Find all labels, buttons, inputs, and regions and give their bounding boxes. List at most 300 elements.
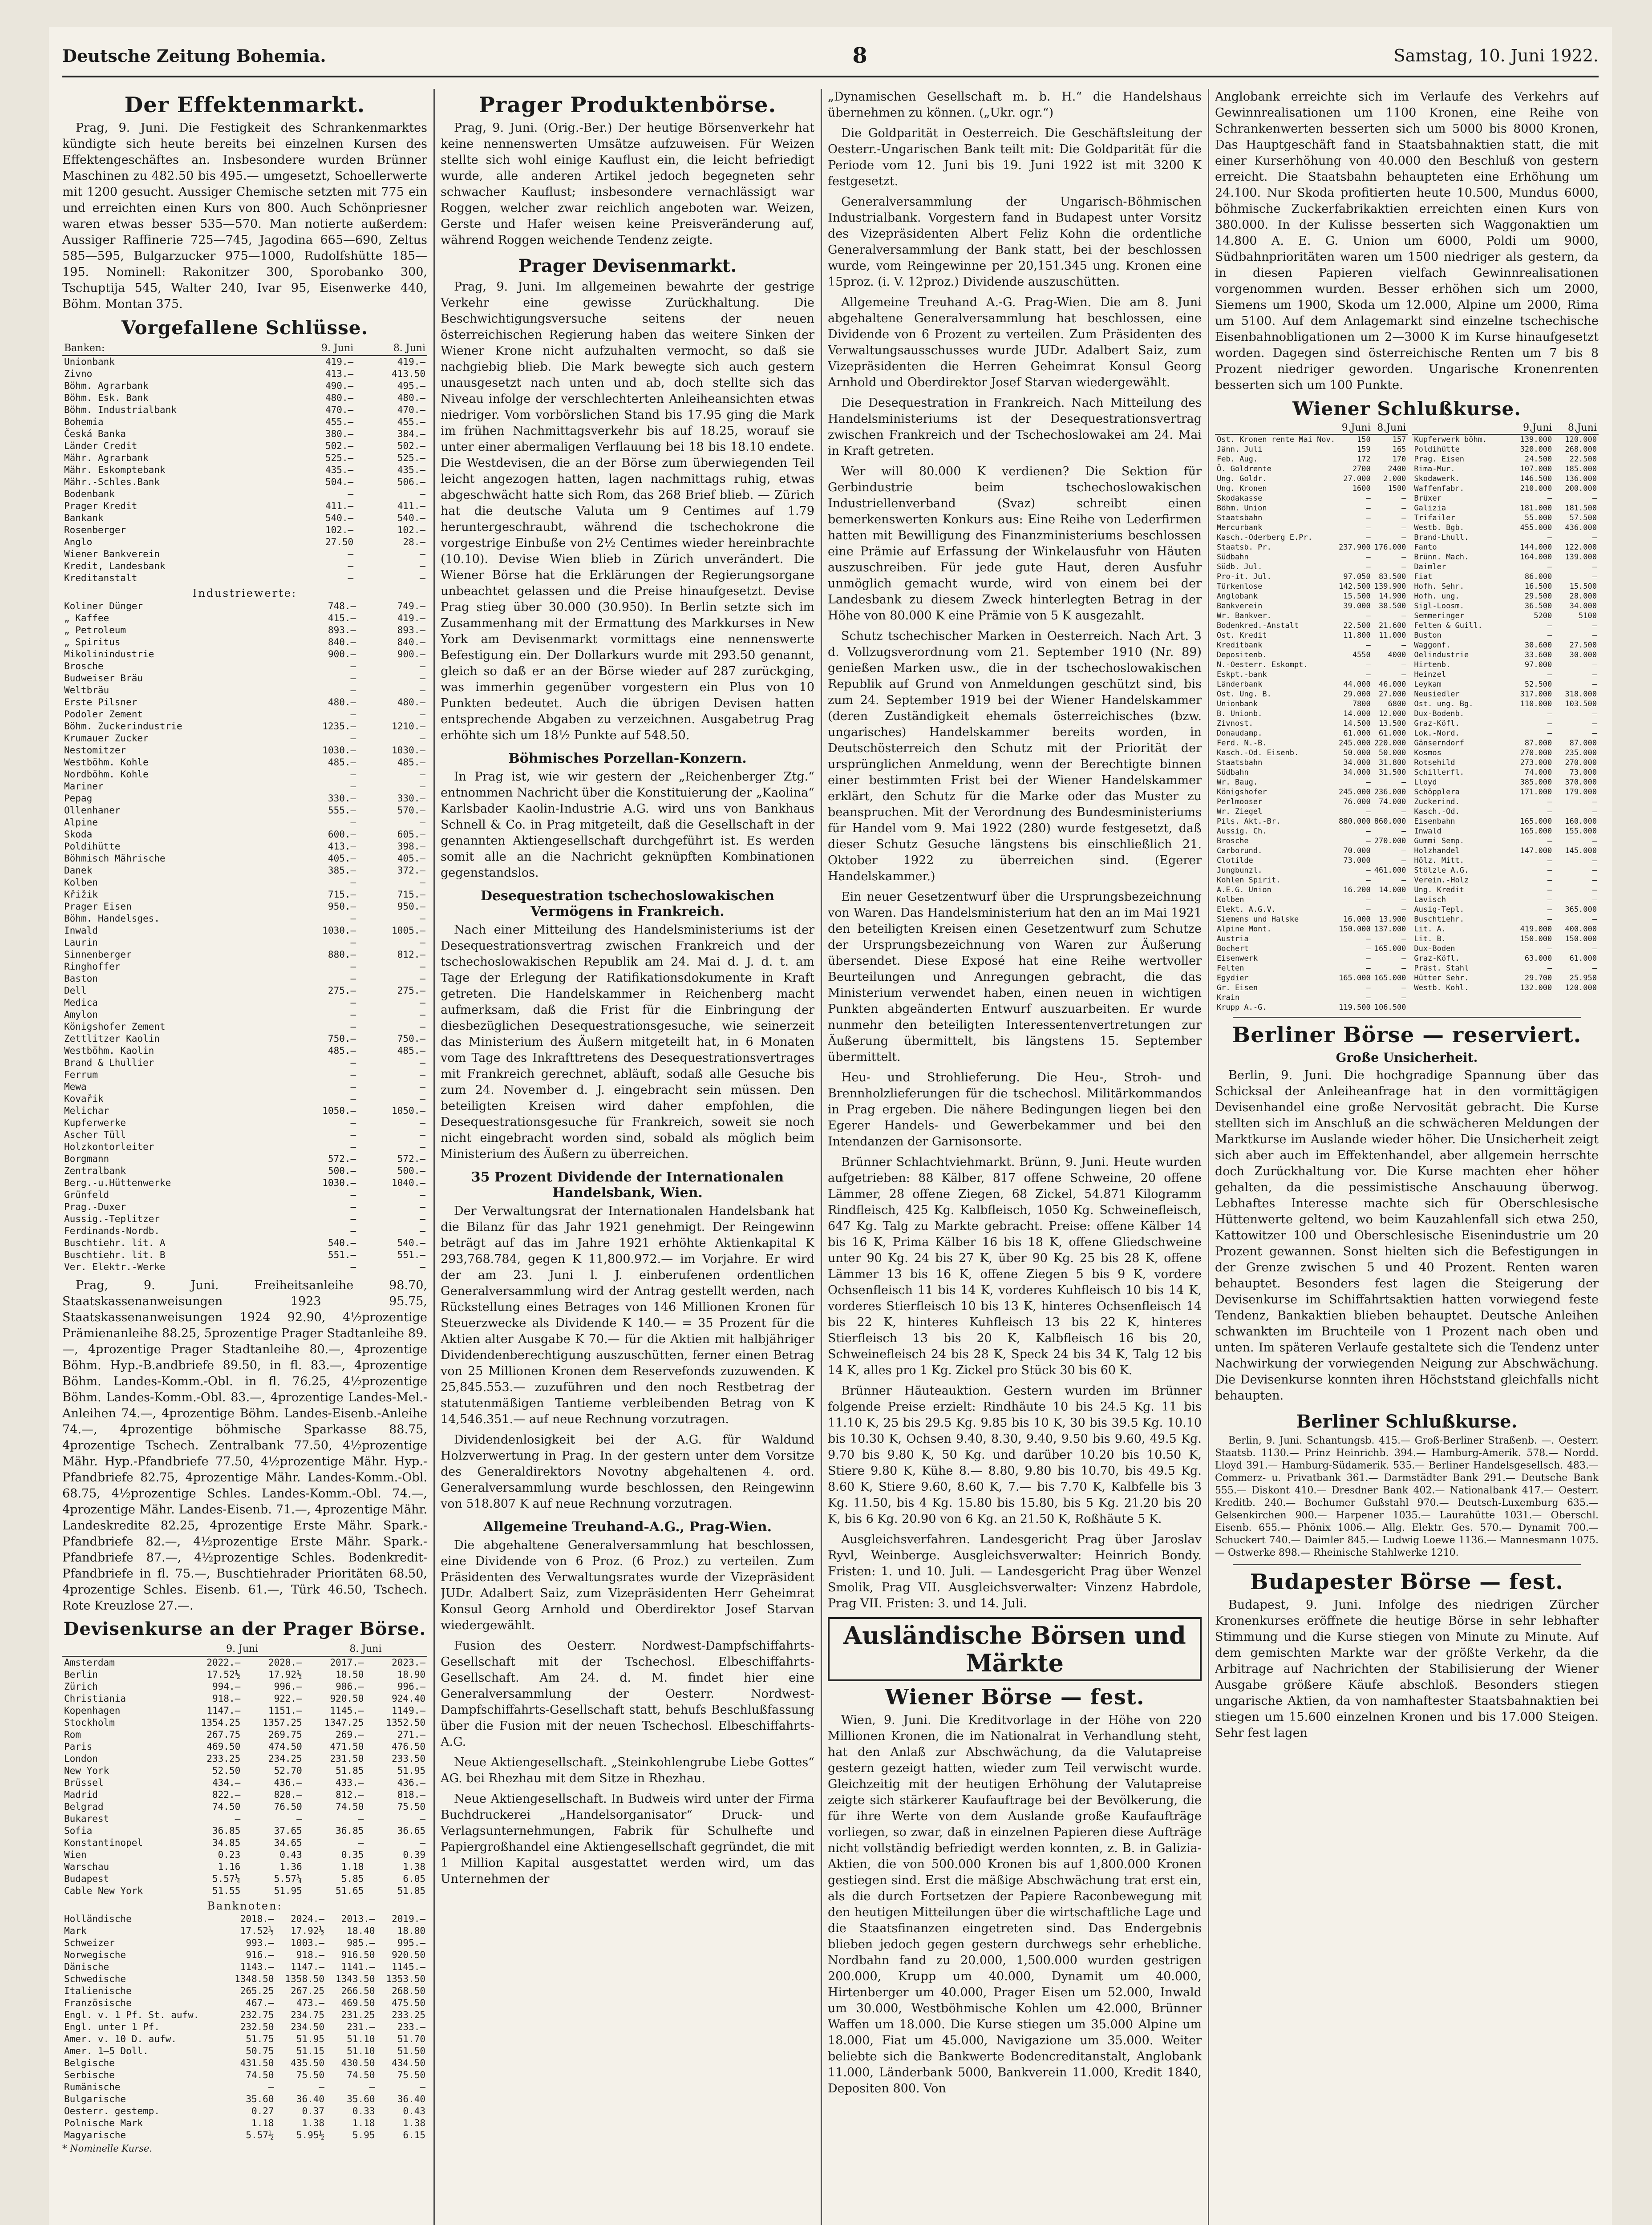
quote-value: 34.85 bbox=[212, 1837, 241, 1848]
table-row bbox=[1412, 640, 1599, 650]
table-row bbox=[62, 901, 427, 913]
table-row bbox=[1412, 787, 1599, 797]
quote-value: 2.000 bbox=[1383, 474, 1406, 483]
security-name: Felten bbox=[1217, 964, 1244, 973]
quote-value: — bbox=[420, 1189, 425, 1200]
security-name: Stölzle A.G. bbox=[1414, 866, 1469, 875]
quote-value: — bbox=[1547, 709, 1552, 718]
table-row bbox=[62, 2021, 427, 2033]
quotes-table-vienna-left bbox=[1215, 422, 1408, 1012]
quote-value: 435.— bbox=[325, 465, 354, 475]
quote-value: 245.000 bbox=[1339, 739, 1371, 748]
quote-value: — bbox=[420, 733, 425, 744]
security-name: Kopenhagen bbox=[64, 1705, 121, 1716]
column-header: 8.Juni bbox=[1554, 422, 1599, 434]
quote-value: 822.— bbox=[212, 1789, 241, 1800]
quote-value: 25.950 bbox=[1569, 974, 1597, 983]
table-row bbox=[1215, 993, 1408, 1003]
quote-value: 51.75 bbox=[246, 2034, 274, 2044]
quote-value: 181.000 bbox=[1520, 504, 1552, 513]
security-name: Mähr.-Schles.Bank bbox=[64, 477, 160, 487]
security-name: Kolben bbox=[64, 877, 98, 888]
quote-value: 270.000 bbox=[1374, 837, 1406, 846]
security-name: Elekt. A.G.V. bbox=[1217, 905, 1276, 914]
quote-value: 502.— bbox=[325, 441, 354, 451]
section-title: Berliner Börse — reserviert. bbox=[1232, 1023, 1582, 1048]
quote-value: 5.85 bbox=[341, 1873, 364, 1884]
table-row bbox=[62, 1141, 427, 1153]
quote-value: — bbox=[1401, 993, 1406, 1002]
article-text: Die abgehaltene Generalversammlung hat beschlossen, eine Dividende von 6 Proz. (6 Proz.) zu verteilen. Zum Präsidenten des Verwaltungsrates wurde der Vizepräsident JUDr. Adalbert Saiz, zum Vizepräsidenten Herr Geheimrat Konsul Georg Arnhold und Oberdirektor Josef Starvan wiedergewählt. bbox=[441, 1538, 814, 1632]
quote-value: 22.500 bbox=[1569, 455, 1597, 464]
security-name: Ver. Elektr.-Werke bbox=[64, 1262, 166, 1272]
quote-value: 30.600 bbox=[1524, 641, 1552, 650]
quote-value: — bbox=[1401, 856, 1406, 865]
quote-value: — bbox=[350, 781, 356, 792]
quote-value: — bbox=[1547, 494, 1552, 503]
quote-value: — bbox=[1401, 778, 1406, 787]
quote-value: 102.— bbox=[325, 525, 354, 535]
security-name: Laurin bbox=[64, 937, 98, 948]
quote-value: 0.33 bbox=[352, 2106, 375, 2116]
security-name: Mikolinindustrie bbox=[64, 649, 154, 659]
table-row bbox=[1412, 807, 1599, 817]
quote-value: 330.— bbox=[397, 793, 425, 804]
security-name: Bodenkred.-Anstalt bbox=[1217, 621, 1299, 630]
quote-value: — bbox=[420, 1057, 425, 1068]
quote-value: — bbox=[1547, 807, 1552, 816]
table-row bbox=[62, 877, 427, 889]
quote-value: — bbox=[1366, 876, 1371, 885]
quote-value: 413.— bbox=[325, 368, 354, 379]
security-name: Schöpplera bbox=[1414, 788, 1460, 797]
table-row bbox=[1215, 670, 1408, 680]
quote-value: — bbox=[1547, 533, 1552, 542]
quote-value: 14.900 bbox=[1379, 592, 1406, 601]
quote-value: 36.85 bbox=[336, 1825, 364, 1836]
quote-value: 1040.— bbox=[392, 1177, 425, 1188]
column-header bbox=[1215, 422, 1337, 434]
security-name: Trifailer bbox=[1414, 514, 1455, 522]
table-row bbox=[1412, 621, 1599, 631]
table-row bbox=[1215, 787, 1408, 797]
security-name: Südbahn bbox=[1217, 553, 1249, 562]
quote-value: — bbox=[1547, 964, 1552, 973]
security-name: Jänn. Juli bbox=[1217, 445, 1263, 454]
quote-value: 13.500 bbox=[1379, 719, 1406, 728]
quote-value: — bbox=[420, 973, 425, 984]
quote-value: 551.— bbox=[397, 1250, 425, 1260]
security-name: Schweizer bbox=[64, 1938, 115, 1948]
quote-value: 170 bbox=[1392, 455, 1406, 464]
security-name: Kohlen Spirit. bbox=[1217, 876, 1281, 885]
quote-value: 996.— bbox=[274, 1681, 302, 1692]
article-text: Prag, 9. Juni. (Orig.-Ber.) Der heutige Börsenverkehr hat keine nennenswerten Umsätze aufzuweisen. Für Weizen stellte sich wohl einige Kauflust ein, die leicht befriedigt wurde, alle anderen Artikel jedoch begegneten sehr schwacher Kauflust; insbesondere vernachlässigt war Roggen, welcher zwar reichlich angeboten war. Weizen, Gerste und Hafer weisen keine Preisveränderung auf, während Roggen weichende Tendenz zeigte. bbox=[441, 121, 814, 247]
article-text: Anglobank erreichte sich im Verlaufe des Verkehrs auf Gewinnrealisationen um 1100 Kronen, eine Reihe von Schrankenwerten besserten sich um 5000 bis 8000 Kronen, Das Hauptgeschäft fand in Staatsbahnaktien statt, die mit einer Kurserhöhung von 40.000 den Beschluß von gestern erreicht. Die Staatsbahn behaupteten eine Erhöhung um 24.100. Nur Skoda profitierten heute 10.500, Mundus 6000, böhmische Zuckerfabrikaktien erreichten einen Kurs von 380.000. In der Kulisse besserten sich Waggonaktien um 14.800 A. E. G. Union um 6000, Poldi um 9000, Südbahnprioritäten waren um 1500 niedriger als gestern, da in diesen Papieren vielfach Gewinnrealisationen vorgenommen wurden. Besser erhöhen sich um 2000, Siemens um 1900, Skoda um 12.000, Alpine um 2000, Rima um 5100. Auf dem Anlagemarkt sind einzelne tschechische Eisenbahnobligationen um 2—3000 K im Kurse hinaufgesetzt worden. Dagegen sind österreichische Renten um 7 bis 8 Prozent niedriger geworden. Ungarische Kronenrenten besserten sich um 100 Punkte. bbox=[1215, 90, 1599, 392]
table-row bbox=[1412, 797, 1599, 807]
quote-value: — bbox=[348, 561, 354, 571]
quote-value: 165 bbox=[1392, 445, 1406, 454]
table-row bbox=[1412, 905, 1599, 914]
security-name: Kovařik bbox=[64, 1093, 104, 1104]
quote-value: — bbox=[348, 489, 354, 499]
security-name: Skodakasse bbox=[1217, 494, 1263, 503]
article-text: Prag, 9. Juni. Die Festigkeit des Schrankenmarktes kündigte sich heute bereits bei einzelnen Kursen des Effektengeschäftes an. Insbesondere wurden Brünner Maschinen zu 482.50 bis 495.— umgesetzt, Schoellerwerte mit 1200 gesucht. Aussiger Chemische setzten mit 775 ein und erreichten einen Kurs von 800. Auch Schönpriesner waren etwas besser 535—570. Man notierte außerdem: Aussiger Raffinerie 725—745, Jagodina 665—690, Zeltus 585—595, Bulgarzucker 975—1000, Rudolfshütte 185—195. Nominell: Rakonitzer 300, Sporobanko 300, Tschuptija 545, Walter 240, Ivar 95, Eisenwerke 440, Böhm. Montan 375. bbox=[62, 121, 427, 311]
table-row bbox=[62, 1189, 427, 1201]
quote-value: 502.— bbox=[397, 441, 425, 451]
security-name: Dänische bbox=[64, 1962, 109, 1972]
table-row bbox=[62, 1237, 427, 1249]
table-row bbox=[62, 1033, 427, 1045]
quote-value: 231.— bbox=[347, 2022, 375, 2032]
table-row bbox=[1215, 464, 1408, 474]
quote-value: — bbox=[1547, 797, 1552, 806]
quote-value: — bbox=[1366, 660, 1371, 669]
table-row bbox=[62, 961, 427, 973]
quote-value: 405.— bbox=[328, 853, 356, 864]
security-name: Medica bbox=[64, 997, 98, 1008]
quote-value: 200.000 bbox=[1565, 484, 1597, 493]
quote-value: 271.— bbox=[397, 1729, 425, 1740]
article-text: Prag, 9. Juni. Freiheitsanleihe 98.70, Staatskassenanweisungen 1923 95.75, Staatskassenanweisungen 1924 92.90, 4½prozentige Prämienanleihe 88.25, 5prozentige Prager Stadtanleihe 89.—, 4prozentige Prager Stadtanleihe 80.—, 4prozentige Böhm. Hyp.-B.andbriefe 89.50, in fl. 83.—, 4prozentige Böhm. Landes-Komm.-Obl. in fl. 76.25, 4½prozentige Böhm. Landes-Komm.-Obl. 83.—, 4prozentige Landes-Mel.-Anleihen 74.—, 4prozentige Böhm. Landes-Eisenb.-Anleihe 74.—, 4prozentige böhmische Sparkasse 88.75, 4prozentige Tschech. Zentralbank 77.50, 4½prozentige Mähr. Hyp.-Pfandbriefe 77.50, 4½prozentige Mähr. Hyp.-Pfandbriefe 82.75, 4prozentige Mähr. Landes-Komm.-Obl. 68.75, 4½prozentige Schles. Landes-Komm.-Obl. 74.—, 4prozentige Mähr. Landes-Eisenb. 71.—, 4prozentige Mähr. Landeskredite 82.25, 4prozentige Erste Mähr. Spark.-Pfandbriefe 82.—, 4½prozentige Erste Mähr. Spark.-Pfandbriefe 87.—, 4½prozentige Schles. Bodenkredit-Pfandbriefe in fl. 75.—, Buschtiehrader Prioritäten 68.50, 4prozentige Schles. Eisenb. 61.—, Türk 46.50, Tschech. Rote Kreuzlose 27.—. bbox=[62, 1278, 427, 1613]
quote-value: — bbox=[1547, 670, 1552, 679]
quote-value: 27.000 bbox=[1379, 690, 1406, 699]
table-row bbox=[62, 925, 427, 937]
table-row bbox=[62, 696, 427, 708]
security-name: Zivnost. bbox=[1217, 719, 1253, 728]
quote-value: — bbox=[1366, 837, 1371, 846]
quote-value: — bbox=[1592, 660, 1597, 669]
quote-value: — bbox=[420, 685, 425, 696]
quote-value: 139.000 bbox=[1520, 435, 1552, 444]
table-row bbox=[1412, 836, 1599, 846]
article-text: „Dynamischen Gesellschaft m. b. H.“ die Handelshaus übernehmen zu können. („Ukr. ogr.“) bbox=[828, 90, 1202, 120]
table-row bbox=[62, 1861, 427, 1873]
article-text: Die Goldparität in Oesterreich. Die Geschäftsleitung der Oesterr.-Ungarischen Bank teilt mit: Die Goldparität für die Periode vom 12. Juni bis 19. Juni 1922 ist mit 3200 K festgesetzt. bbox=[828, 126, 1202, 188]
quote-value: 51.55 bbox=[212, 1885, 241, 1896]
quote-value: — bbox=[1401, 523, 1406, 532]
quote-value: 2019.— bbox=[392, 1914, 425, 1924]
table-row bbox=[1412, 601, 1599, 611]
table-row bbox=[1215, 846, 1408, 856]
quote-value: — bbox=[1401, 827, 1406, 836]
security-name: Ost. ung. Bg. bbox=[1414, 700, 1474, 708]
quote-value: — bbox=[350, 733, 356, 744]
security-name: Böhm. Zuckerindustrie bbox=[64, 721, 182, 732]
quote-value: 570.— bbox=[397, 805, 425, 816]
table-row bbox=[1412, 542, 1599, 552]
security-name: Schwedische bbox=[64, 1974, 126, 1984]
quote-value: — bbox=[1366, 827, 1371, 836]
article-text: Brünner Schlachtviehmarkt. Brünn, 9. Juni. Heute wurden aufgetrieben: 88 Kälber, 817 offene Schweine, 20 offene Lämmer, 28 offene Ziegen, 68 Zickel, 54.871 Kilogramm Rindfleisch, 425 Kg. Kalbfleisch, 1050 Kg. Schweinefleisch, 647 Kg. Talg zu Markte gebracht. Preise: offene Kälber 14 bis 16 K, Prima Kälber 16 bis 18 K, offene Gliedschweine unter 90 Kg. 24 bis 27 K, über 90 Kg. 25 bis 28 K, offene Lämmer 13 bis 16 K, offene Ziegen 5 bis 9 K, vordere Ochsenfleisch 11 bis 14 K, vorderes Kuhfleisch 10 bis 14 K, vorderes Stierfleisch 10 bis 13 K, hinteres Ochsenfleisch 14 bis 22 K, hinteres Kuhfleisch 13 bis 22 K, hinteres Stierfleisch 13 bis 20 K, Kalbfleisch 16 bis 20, Schweinefleisch 24 bis 28 K, Speck 24 bis 34 K, Talg 12 bis 14 K, alles pro 1 Kg. Zickel pro Stück 30 bis 60 K. bbox=[828, 1155, 1202, 1377]
table-row bbox=[62, 356, 427, 368]
table-row bbox=[62, 512, 427, 524]
quote-value: — bbox=[350, 1189, 356, 1200]
quote-value: — bbox=[1401, 934, 1406, 943]
table-row bbox=[62, 889, 427, 901]
table-row bbox=[1215, 709, 1408, 719]
table-row bbox=[1215, 719, 1408, 728]
table-row bbox=[1412, 748, 1599, 758]
quote-value: 540.— bbox=[328, 1238, 356, 1248]
quote-value: 317.000 bbox=[1520, 690, 1552, 699]
table-group-caption: Banknoten: bbox=[207, 1900, 283, 1912]
quote-value: 275.— bbox=[328, 985, 356, 996]
quote-value: 76.50 bbox=[274, 1801, 302, 1812]
quote-value: — bbox=[1366, 494, 1371, 503]
security-name: Norwegische bbox=[64, 1950, 126, 1960]
quote-value: 5.57¼ bbox=[212, 1873, 241, 1884]
security-name: Borgmann bbox=[64, 1153, 109, 1164]
quote-value: 1.36 bbox=[279, 1861, 302, 1872]
table-row bbox=[1215, 738, 1408, 748]
quote-value: 245.000 bbox=[1339, 788, 1371, 797]
quote-value: — bbox=[319, 2082, 325, 2092]
quote-value: 61.000 bbox=[1379, 729, 1406, 738]
quote-value: 370.000 bbox=[1565, 778, 1597, 787]
security-name: Bankverein bbox=[1217, 602, 1263, 611]
security-name: Oelindustrie bbox=[1414, 651, 1469, 659]
quote-value: 1143.— bbox=[240, 1962, 274, 1972]
section-title: Prager Produktenbörse. bbox=[478, 93, 777, 117]
table-row bbox=[1215, 748, 1408, 758]
security-name: Nestomitzer bbox=[64, 745, 126, 756]
quote-value: 97.000 bbox=[1524, 660, 1552, 669]
quote-value: — bbox=[1401, 964, 1406, 973]
quotes-table-banknoten bbox=[62, 1913, 427, 2141]
security-name: Französische bbox=[64, 1998, 132, 2008]
security-name: Berg.-u.Hüttenwerke bbox=[64, 1177, 171, 1188]
quote-value: 5.95½ bbox=[296, 2130, 325, 2140]
quote-value: 172 bbox=[1357, 455, 1371, 464]
security-name: Aussig. Ch. bbox=[1217, 827, 1267, 836]
security-name: Prager Eisen bbox=[64, 901, 132, 912]
quote-value: 137.000 bbox=[1374, 925, 1406, 934]
security-name: Böhm. Union bbox=[1217, 504, 1267, 513]
quote-value: 83.500 bbox=[1379, 572, 1406, 581]
quote-value: — bbox=[420, 913, 425, 924]
table-row bbox=[62, 1153, 427, 1165]
table-row bbox=[1412, 699, 1599, 709]
quote-value: 122.000 bbox=[1565, 543, 1597, 552]
quote-value: 51.95 bbox=[397, 1765, 425, 1776]
quote-value: — bbox=[420, 1129, 425, 1140]
table-row bbox=[1412, 934, 1599, 944]
table-row bbox=[62, 1837, 427, 1849]
quote-value: 475.50 bbox=[392, 1998, 425, 2008]
masthead bbox=[62, 36, 1599, 77]
security-name: Kredit, Landesbank bbox=[64, 561, 166, 571]
quote-value: 160.000 bbox=[1565, 817, 1597, 826]
quote-value: 120.000 bbox=[1565, 983, 1597, 992]
article-text: Schutz tschechischer Marken in Oesterreich. Nach Art. 3 d. Vollzugsverordnung vom 21. September 1910 (Nr. 89) genießen Marken usw., die in der tschechoslowakischen Republik auf Grund von Anmeldungen geschützt sind, bis zum 24. September 1919 bei der Wiener Handelskammer (deren Zuständigkeit ehemals österreichisches (bzw. ungarisches) Handelskammer bereits worden, in Deutschösterreich den Schutz mit der Priorität der ursprünglichen Anmeldung, wenn der Berechtigte binnen einer bestimmten Frist bei der Wiener Handelskammer erklärt, den Schutz für die Marke oder das Muster zu beanspruchen. Mit der Verordnung des Bundesministeriums für Handel vom 9. Mai 1922 (280) wurde festgesetzt, daß dieser Schutz Gesuche längstens bis einschließlich 21. Oktober 1922 zu überreichen sind. (Egerer Handelskammer.) bbox=[828, 629, 1202, 883]
security-name: Staatsbahn bbox=[1217, 514, 1263, 522]
quote-value: 273.000 bbox=[1520, 758, 1552, 767]
table-row bbox=[1215, 582, 1408, 591]
table-row bbox=[62, 1985, 427, 1997]
quote-value: — bbox=[1592, 944, 1597, 953]
quote-value: 29.700 bbox=[1524, 974, 1552, 983]
table-row bbox=[1215, 552, 1408, 562]
quote-value: — bbox=[420, 781, 425, 792]
table-row bbox=[1215, 445, 1408, 454]
quote-value: — bbox=[1592, 837, 1597, 846]
table-row bbox=[62, 416, 427, 428]
quote-value: — bbox=[1366, 807, 1371, 816]
table-row bbox=[1412, 513, 1599, 523]
quote-value: — bbox=[1547, 905, 1552, 914]
quote-value: 237.900 bbox=[1339, 543, 1371, 552]
security-name: Lit. B. bbox=[1414, 934, 1446, 943]
quote-value: — bbox=[420, 961, 425, 972]
quote-value: — bbox=[1366, 553, 1371, 562]
table-row bbox=[1412, 875, 1599, 885]
feature-heading: Ausländische Börsen und Märkte bbox=[843, 1621, 1186, 1677]
table-row bbox=[62, 1093, 427, 1105]
quote-value: 269.— bbox=[336, 1729, 364, 1740]
security-name: Budapest bbox=[64, 1873, 109, 1884]
quote-value: 17.92½ bbox=[291, 1926, 325, 1936]
table-row bbox=[62, 524, 427, 536]
security-name: Prager Kredit bbox=[64, 501, 138, 511]
table-row bbox=[1215, 973, 1408, 983]
quote-value: 600.— bbox=[328, 829, 356, 840]
table-row bbox=[62, 1045, 427, 1057]
quote-value: — bbox=[1547, 866, 1552, 875]
security-name: Christiania bbox=[64, 1693, 126, 1704]
quote-value: 0.43 bbox=[279, 1849, 302, 1860]
security-name: Kreditbank bbox=[1217, 641, 1263, 650]
security-name: Kasch.-Od. Eisenb. bbox=[1217, 748, 1299, 757]
quote-value: — bbox=[1366, 514, 1371, 522]
security-name: Lit. A. bbox=[1414, 925, 1446, 934]
quote-value: — bbox=[268, 2082, 274, 2092]
quote-value: 1.18 bbox=[251, 2118, 274, 2128]
quote-value: — bbox=[350, 1117, 356, 1128]
quote-value: 506.— bbox=[397, 477, 425, 487]
table-row bbox=[1412, 631, 1599, 640]
quote-value: — bbox=[1366, 866, 1371, 875]
table-row bbox=[62, 672, 427, 684]
quote-value: 818.— bbox=[397, 1789, 425, 1800]
quote-value: 1147.— bbox=[291, 1962, 325, 1972]
security-name: Kupferwerke bbox=[64, 1117, 126, 1128]
quote-value: 750.— bbox=[328, 1033, 356, 1044]
quote-value: 35.60 bbox=[347, 2094, 375, 2104]
quote-value: 0.37 bbox=[302, 2106, 325, 2116]
security-name: Mewa bbox=[64, 1081, 87, 1092]
table-row bbox=[62, 841, 427, 853]
article-text: Wer will 80.000 K verdienen? Die Sektion für Gerbindustrie beim tschechoslowakischen Industriellenverband (Svaz) schreibt einen bemerkenswerten Konkurs aus: Eine Reihe von Lederfirmen hatten mit Bewilligung des Finanzministeriums beschlossen eine Prämie auf Erfassung der Winkelausfuhr von Häuten auszuschreiben. Für jede gute Haut, deren Ausfuhr unmöglich gemacht wurde, wird von einem bei der Landesbank zu diesem Zweck hinterlegten Betrag in der Höhe von 80.000 K eine Prämie von 5 K ausgezahlt. bbox=[828, 465, 1202, 623]
table-row bbox=[1215, 601, 1408, 611]
quote-value: 36.85 bbox=[212, 1825, 241, 1836]
quote-value: — bbox=[350, 1021, 356, 1032]
security-name: Hofh. ung. bbox=[1414, 592, 1460, 601]
quote-value: 74.000 bbox=[1379, 797, 1406, 806]
quote-value: — bbox=[1401, 494, 1406, 503]
quote-value: 36.500 bbox=[1524, 602, 1552, 611]
quote-value: 6800 bbox=[1388, 700, 1406, 708]
section-title: Vorgefallene Schlüsse. bbox=[121, 317, 368, 339]
table-row bbox=[62, 2117, 427, 2129]
quote-value: 0.23 bbox=[218, 1849, 241, 1860]
quote-value: 265.25 bbox=[240, 1986, 274, 1996]
security-name: Berlin bbox=[64, 1669, 98, 1680]
quote-value: — bbox=[1547, 876, 1552, 885]
table-row bbox=[62, 1789, 427, 1801]
quote-value: 102.— bbox=[397, 525, 425, 535]
quote-value: 234.75 bbox=[291, 2010, 325, 2020]
quote-value: 18.50 bbox=[336, 1669, 364, 1680]
table-row bbox=[62, 636, 427, 648]
table-row bbox=[62, 368, 427, 380]
quotes-table-devisen bbox=[62, 1642, 427, 1897]
article-text: In Prag ist, wie wir gestern der „Reichenberger Ztg.“ entnommen Nachricht über die Konstituierung der „Kaolina“ Karlsbader Kaolin-Industrie A.G. wird uns von Bankhaus Schnell & Co. in Prag mitgeteilt, daß die Gesellschaft in der genannten Aktiengesellschaft durchgeführt ist. Es werden somit alle an die Nachricht geknüpften Kombinationen gegenstandslos. bbox=[441, 770, 814, 880]
security-name: Buschtiehr. lit. A bbox=[64, 1238, 166, 1248]
security-name: Weltbräu bbox=[64, 685, 109, 696]
quote-value: 75.50 bbox=[397, 1801, 425, 1812]
table-row bbox=[62, 1949, 427, 1961]
security-name: Bankank bbox=[64, 513, 104, 523]
quote-value: 434.— bbox=[212, 1777, 241, 1788]
security-name: Hütter Sehr. bbox=[1414, 974, 1469, 983]
security-name: Holländische bbox=[64, 1914, 132, 1924]
security-name: Inwald bbox=[1414, 827, 1441, 836]
quote-value: 1500 bbox=[1388, 484, 1406, 493]
quote-value: — bbox=[1401, 514, 1406, 522]
quote-value: — bbox=[1401, 876, 1406, 885]
table-row bbox=[62, 720, 427, 732]
table-row bbox=[62, 744, 427, 756]
table-row bbox=[62, 985, 427, 997]
quote-value: — bbox=[1547, 631, 1552, 640]
quote-value: 540.— bbox=[325, 513, 354, 523]
security-name: Lok.-Nord. bbox=[1414, 729, 1460, 738]
security-name: Amer. v. 10 D. aufw. bbox=[64, 2034, 177, 2044]
quote-value: — bbox=[350, 1226, 356, 1236]
table-row bbox=[62, 1681, 427, 1693]
quote-value: 119.500 bbox=[1339, 1003, 1371, 1012]
quote-value: 1151.— bbox=[268, 1705, 302, 1716]
quote-value: — bbox=[420, 937, 425, 948]
table-row bbox=[1215, 826, 1408, 836]
quote-value: 36.40 bbox=[397, 2094, 425, 2104]
security-name: Pils. Akt.-Br. bbox=[1217, 817, 1281, 826]
quote-value: — bbox=[420, 709, 425, 720]
table-row bbox=[1412, 503, 1599, 513]
table-row bbox=[1215, 914, 1408, 924]
table-row bbox=[62, 708, 427, 720]
quote-value: 480.— bbox=[397, 697, 425, 708]
table-row bbox=[1412, 434, 1599, 445]
quote-value: 920.50 bbox=[392, 1950, 425, 1960]
quote-value: — bbox=[1401, 611, 1406, 620]
table-row bbox=[1215, 895, 1408, 905]
security-name: Poldihütte bbox=[1414, 445, 1460, 454]
security-name: Anglobank bbox=[1217, 592, 1258, 601]
quote-value: 51.85 bbox=[336, 1765, 364, 1776]
table-row bbox=[1215, 494, 1408, 503]
article-text: Wien, 9. Juni. Die Kreditvorlage in der Höhe von 220 Millionen Kronen, die im Nationalrat in Verhandlung steht, hat den Anlaß zur Abschwächung, da die Valutapreise gestern gezeigt hatten, wieder zum Teil verwischt wurde. Gleichzeitig mit der heutigen Erhöhung der Valutapreise zeigte sich stärkerer Kaufauftrage bei der Bevölkerung, die für ihre Werte von dem Auslande große Kaufaufträge vorliegen, so zwar, daß in einzelnen Papieren diese Aufträge nicht vollständig befriedigt werden konnten, z. B. in Galizia-Aktien, die von 500.000 Kronen bis auf 1,800.000 Kronen gestiegen sind. Erst die mäßige Abschwächung trat erst ein, als die durch Fortsetzen der Papiere Raconbewegung mit den heutigen Mitteilungen über die wirtschaftliche Lage und die Staatsfinanzen eingetreten sind. Das Endergebnis blieben jedoch gegen gestern durchwegs sehr erhebliche. Nordbahn fand zu 20.000, 1,500.000 wurden gestrigen 200.000, Krupp um 40.000, Dynamit um 40.000, Hirtenberger um 40.000, Prager Eisen um 52.000, Inwald um 30.000, Westböhmische Kohlen um 42.000, Brünner Waffen um 18.000. Die Kurse stiegen um 35.000 Alpine um 18.000, Fiat um 45.000, Navigazione um 35.000. Weiter beliebte sich die Bankwerte Bodencreditanstalt, Anglobank 11.000, Länderbank 5000, Bankverein 11.000, Kredit 1840, Depositen 800. Von bbox=[828, 1713, 1202, 2096]
security-name: Gr. Eisen bbox=[1217, 983, 1258, 992]
quote-value: 159 bbox=[1357, 445, 1371, 454]
quote-value: 551.— bbox=[328, 1250, 356, 1260]
quote-value: 2024.— bbox=[291, 1914, 325, 1924]
security-name: Graz-Köfl. bbox=[1414, 954, 1460, 963]
quote-value: — bbox=[1366, 944, 1371, 953]
table-row bbox=[62, 1937, 427, 1949]
quote-value: 372.— bbox=[397, 865, 425, 876]
